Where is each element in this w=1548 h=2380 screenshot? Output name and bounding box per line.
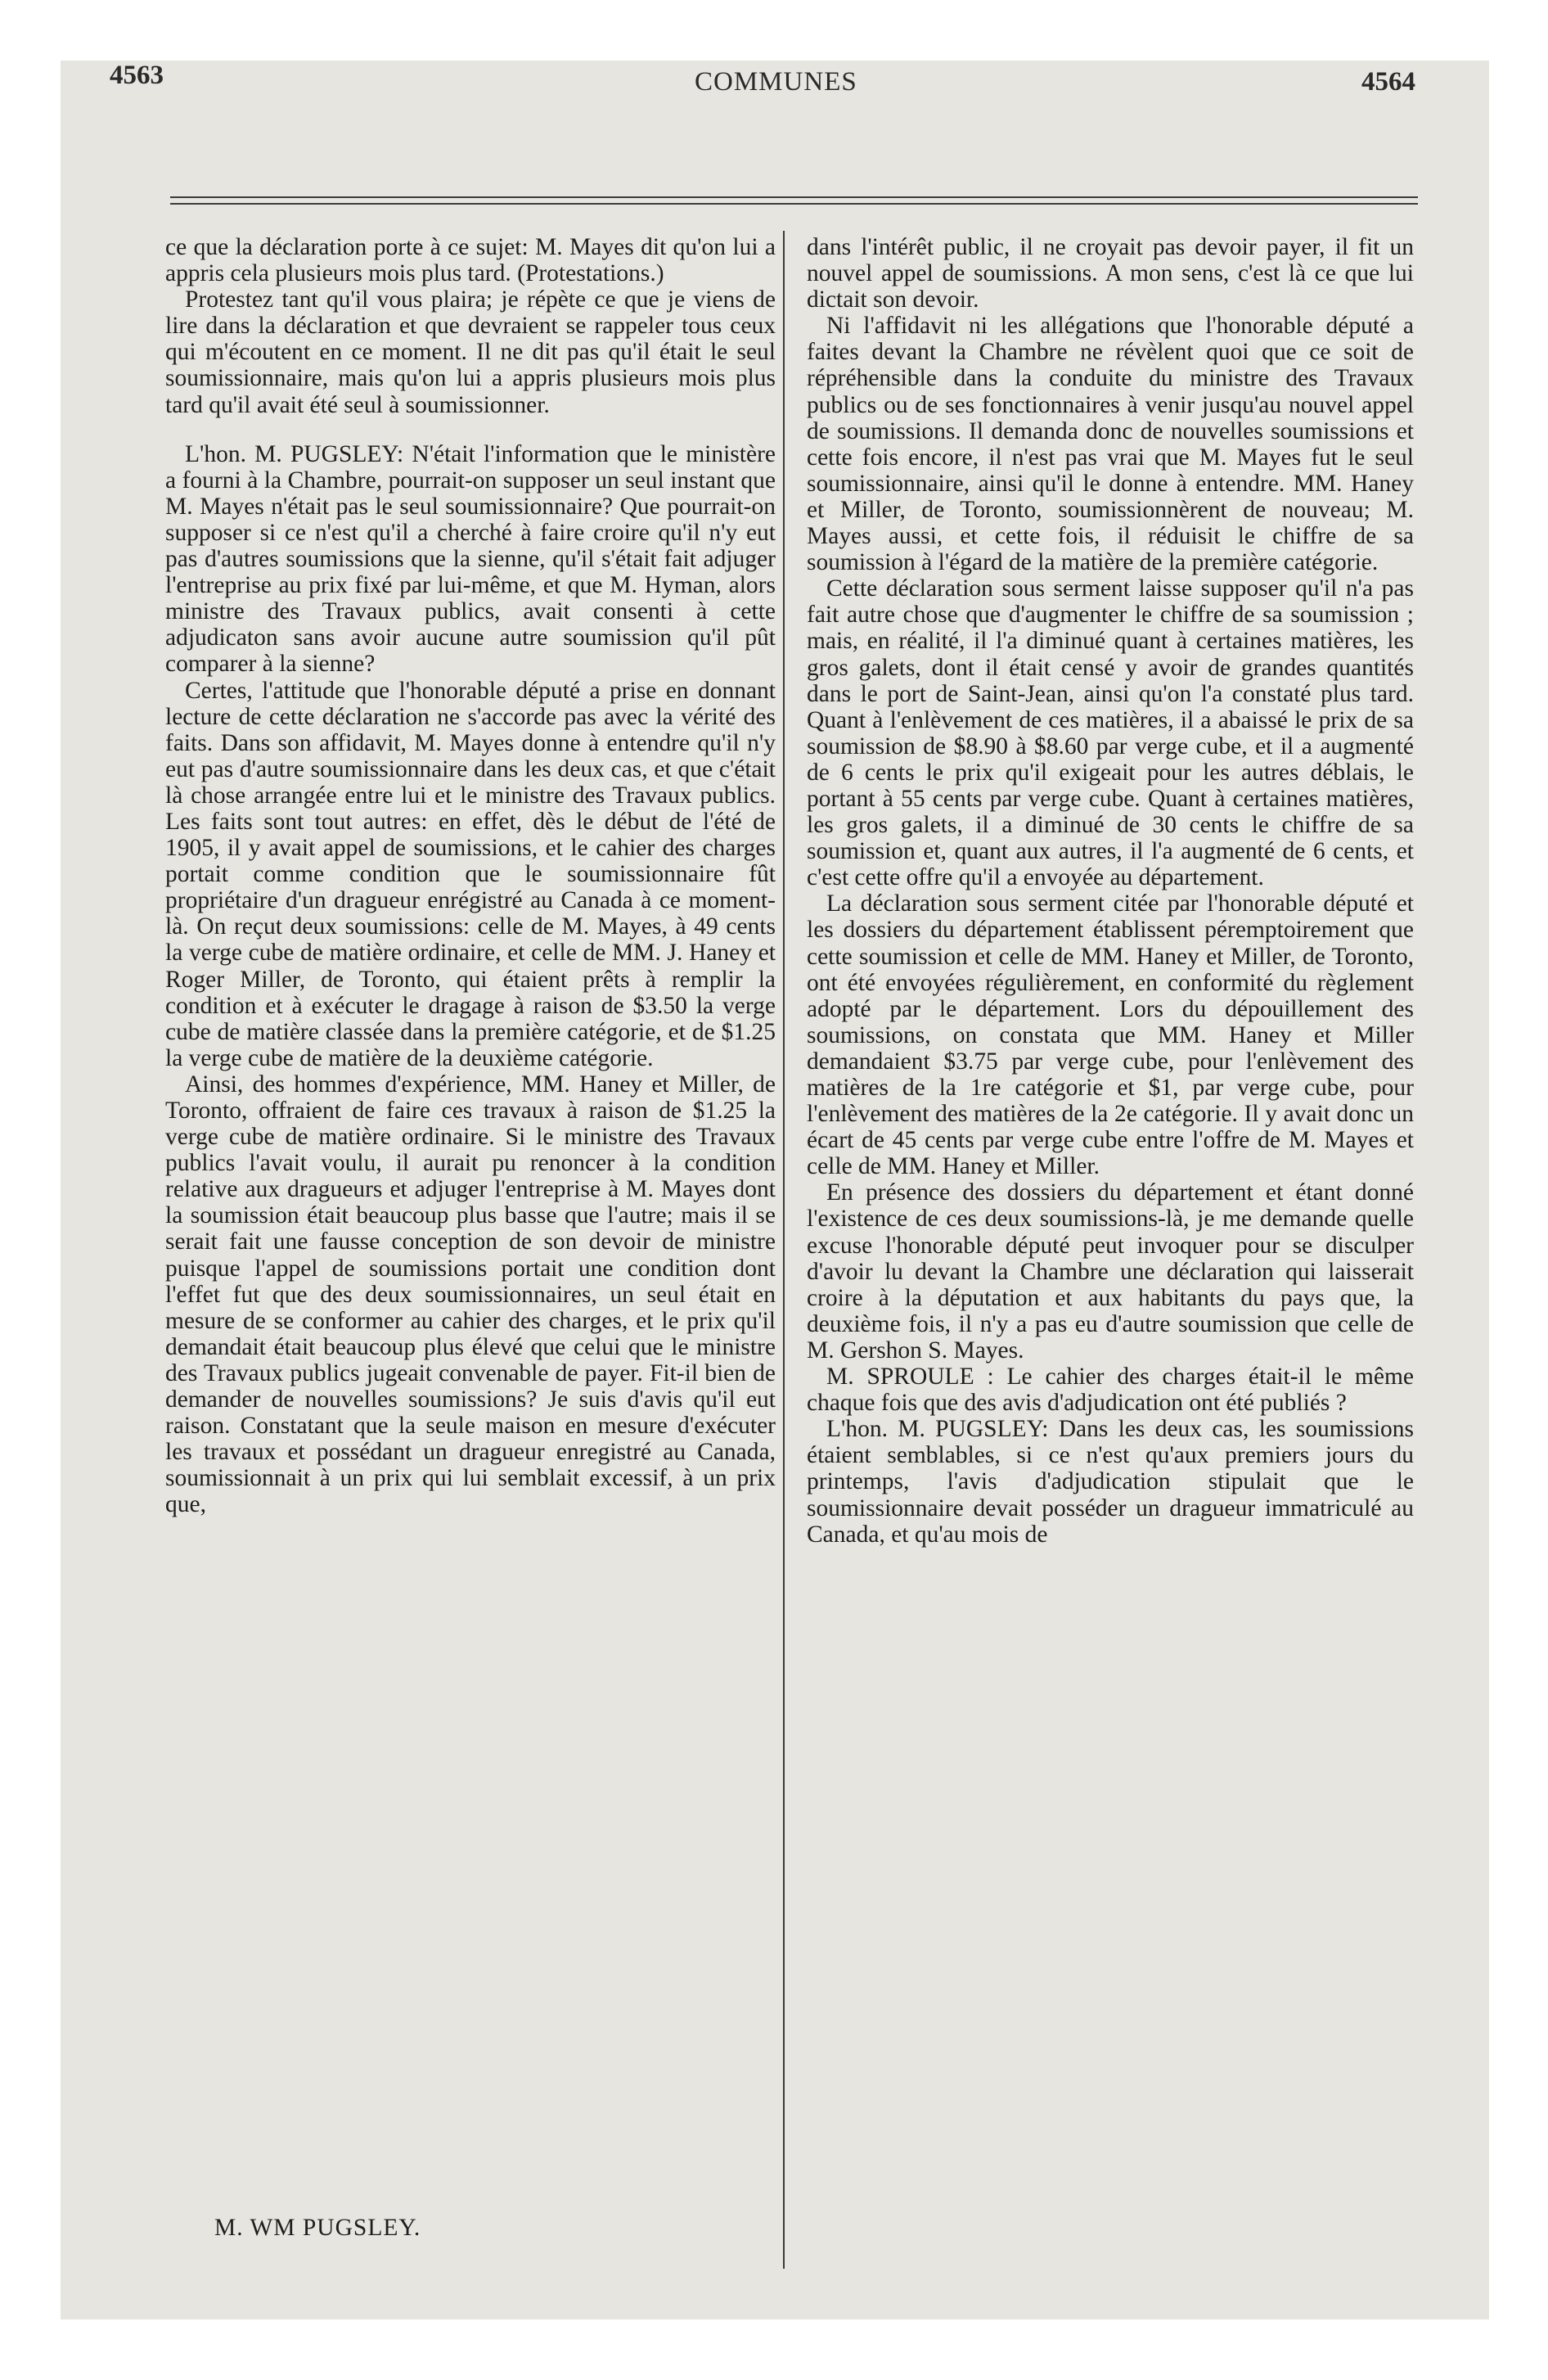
header-rule-top — [170, 196, 1418, 198]
paragraph: L'hon. M. PUGSLEY: N'était l'information que le ministère a fourni à la Chambre, pourrait-on supposer un seul instant que M. Mayes n'était pas le seul soumissionnaire? Que pourrait-on supposer si ce n'est qu'il a cherché à faire croire qu'il n'y eut pas d'autres soumissions que la sienne, qu'il s'était fait adjuger l'entreprise au prix fixé par lui-même, et que M. Hyman, alors ministre des Travaux publics, avait consenti à cette adjudicaton sans avoir aucune autre soumission qu'il pût comparer à la sienne? — [165, 440, 776, 678]
right-column — [807, 234, 1414, 1548]
paragraph: Ni l'affidavit ni les allégations que l'honorable député a faites devant la Chambre ne révèlent quoi que ce soit de répréhensible dans la conduite du ministre des Travaux publics ou de ses fonctionnaires à venir jusqu'au nouvel appel de soumissions. Il demanda donc de nouvelles soumissions et cette fois encore, il n'est pas vrai que M. Mayes fut le seul soumissionnaire, ainsi qu'il le donne à entendre. MM. Haney et Miller, de Toronto, soumissionnèrent de nouveau; M. Mayes aussi, et cette fois, il réduisit le chiffre de sa soumission à l'égard de la matière de la première catégorie. — [807, 313, 1414, 576]
paragraph: En présence des dossiers du département et étant donné l'existence de ces deux soumissions-là, je me demande quelle excuse l'honorable député peut invoquer pour se disculper d'avoir lu devant la Chambre une déclaration qui laisserait croire à la députation et aux habitants du pays que, la deuxième fois, il n'y a pas eu d'autre soumission que celle de M. Gershon S. Mayes. — [807, 1179, 1414, 1364]
footer-signature: M. WM PUGSLEY. — [214, 2215, 421, 2241]
paragraph: dans l'intérêt public, il ne croyait pas devoir payer, il fit un nouvel appel de soumissions. A mon sens, c'est là ce que lui dictait son devoir. — [807, 234, 1414, 313]
page-number-right: 4564 — [1361, 67, 1415, 97]
paragraph: Protestez tant qu'il vous plaira; je répète ce que je viens de lire dans la déclaration et que devraient se rappeler tous ceux qui m'écoutent en ce moment. Il ne dit pas qu'il était le seul soumissionnaire, mais qu'on lui a appris plusieurs mois plus tard qu'il avait été seul à soumissionner. — [165, 286, 776, 418]
paragraph: La déclaration sous serment citée par l'honorable député et les dossiers du département établissent péremptoirement que cette soumission et celle de MM. Haney et Miller, de Toronto, ont été envoyées régulièrement, en conformité du règlement adopté par le département. Lors du dépouillement des soumissions, on constata que MM. Haney et Miller demandaient $3.75 par verge cube, pour l'enlèvement des matières de la 1re catégorie et $1, par verge cube, pour l'enlèvement des matières de la 2e catégorie. Il y avait donc un écart de 45 cents par verge cube entre l'offre de M. Mayes et celle de MM. Haney et Miller. — [807, 890, 1414, 1180]
paragraph: Ainsi, des hommes d'expérience, MM. Haney et Miller, de Toronto, offraient de faire ces travaux à raison de $1.25 la verge cube de matière ordinaire. Si le ministre des Travaux publics l'avait voulu, il aurait pu renoncer à la condition relative aux dragueurs et adjuger l'entreprise à M. Mayes dont la soumission était beaucoup plus basse que l'autre; mais il se serait fait une fausse conception de son devoir de ministre puisque l'appel de soumissions portait une condition dont l'effet fut que des deux soumissionnaires, un seul était en mesure de se conformer au cahier des charges, et le prix qu'il demandait était beaucoup plus élevé que celui que le ministre des Travaux publics jugeait convenable de payer. Fit-il bien de demander de nouvelles soumissions? Je suis d'avis qu'il eut raison. Constatant que la seule maison en mesure d'exécuter les travaux et possédant un dragueur enregistré au Canada, soumissionnait à un prix qui lui semblait excessif, à un prix que, — [165, 1071, 776, 1518]
running-title: COMMUNES — [695, 67, 857, 97]
column-divider — [783, 231, 785, 2269]
paragraph: Cette déclaration sous serment laisse supposer qu'il n'a pas fait autre chose que d'augmenter le chiffre de sa soumission ; mais, en réalité, il l'a diminué quant à certaines matières, les gros galets, dont il était censé y avoir de grandes quantités dans le port de Saint-Jean, ainsi qu'on l'a constaté plus tard. Quant à l'enlèvement de ces matières, il a abaissé le prix de sa soumission de $8.90 à $8.60 par verge cube, et il a augmenté de 6 cents le prix qu'il exigeait pour les autres déblais, le portant à 55 cents par verge cube. Quant à certaines matières, les gros galets, il a diminué de 30 cents le chiffre de sa soumission et, quant aux autres, il l'a augmenté de 6 cents, et c'est cette offre qu'il a envoyée au département. — [807, 575, 1414, 891]
paragraph: M. SPROULE : Le cahier des charges était-il le même chaque fois que des avis d'adjudication ont été publiés ? — [807, 1364, 1414, 1417]
paragraph: ce que la déclaration porte à ce sujet: M. Mayes dit qu'on lui a appris cela plusieurs mois plus tard. (Protestations.) — [165, 234, 776, 287]
page-number-left: 4563 — [110, 61, 164, 90]
paragraph: Certes, l'attitude que l'honorable député a prise en donnant lecture de cette déclaration ne s'accorde pas avec la vérité des faits. Dans son affidavit, M. Mayes donne à entendre qu'il n'y eut pas d'autre soumissionnaire dans les deux cas, et que c'était là chose arrangée entre lui et le ministre des Travaux publics. Les faits sont tout autres: en effet, dès le début de l'été de 1905, il y avait appel de soumissions, et le cahier des charges portait comme condition que le soumissionnaire fût propriétaire d'un dragueur enrégistré au Canada à ce moment-là. On reçut deux soumissions: celle de M. Mayes, à 49 cents la verge cube de matière ordinaire, et celle de MM. J. Haney et Roger Miller, de Toronto, qui étaient prêts à remplir la condition et à exécuter le dragage à raison de $3.50 la verge cube de matière classée dans la première catégorie, et de $1.25 la verge cube de matière de la deuxième catégorie. — [165, 677, 776, 1071]
left-column — [165, 234, 776, 1518]
header-rule-bottom — [170, 203, 1418, 205]
paragraph: L'hon. M. PUGSLEY: Dans les deux cas, les soumissions étaient semblables, si ce n'est qu'aux premiers jours du printemps, l'avis d'adjudication stipulait que le soumissionnaire devait posséder un dragueur immatriculé au Canada, et qu'au mois de — [807, 1416, 1414, 1548]
